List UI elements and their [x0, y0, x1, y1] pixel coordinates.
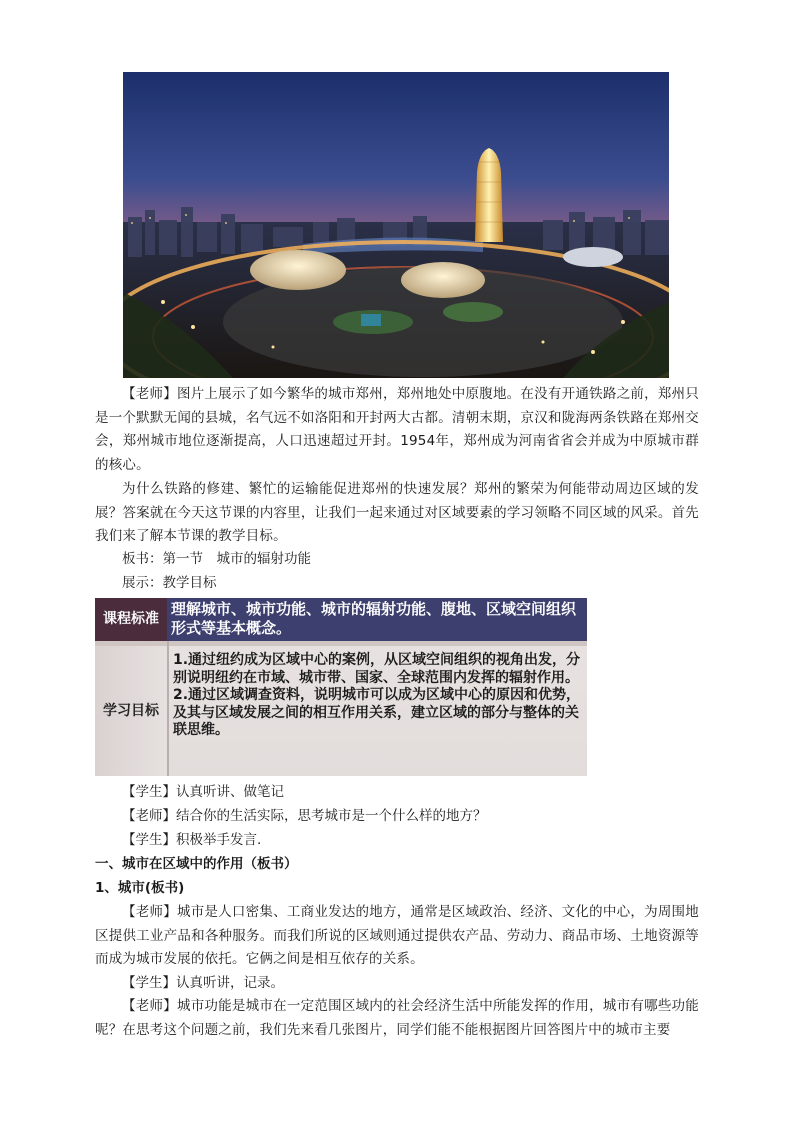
zhengzhou-city-photo	[123, 72, 669, 378]
teacher-intro-paragraph: 【老师】图片上展示了如今繁华的城市郑州，郑州地处中原腹地。在没有开通铁路之前，郑州只是一个默默无闻的县城，名气远不如洛阳和开封两大古都。清朝末期，京汉和陇海两条铁路在郑州交会，郑州城市地位逐渐提高，人口迅速超过开封。1954年，郑州成为河南省省会并成为中原城市群的核心。	[95, 386, 699, 473]
city-photo-illustration	[123, 72, 669, 378]
learning-goal-1: 1.通过纽约成为区域中心的案例，从区域空间组织的视角出发，分别说明纽约在市域、城市带、国家、全球范围内发挥的辐射作用。	[173, 652, 581, 686]
learning-goal-2: 2.通过区域调查资料，说明城市可以成为区域中心的原因和优势，及其与区域发展之间的相互作用关系，建立区域的部分与整体的关联思维。	[173, 687, 581, 738]
student-note-1: 【学生】认真听讲、做笔记	[122, 784, 284, 800]
student-note-3: 【学生】认真听讲，记录。	[122, 975, 284, 991]
city-definition-paragraph: 【老师】城市是人口密集、工商业发达的地方，通常是区域政治、经济、文化的中心，为周围地区提供工业产品和各种服务。而我们所说的区域则通过提供农产品、劳动力、商品市场、土地资源等而成为城市发展的依托。它俩之间是相互依存的关系。	[95, 904, 699, 967]
curriculum-standard-text: 理解城市、城市功能、城市的辐射功能、腹地、区域空间组织形式等基本概念。	[171, 600, 577, 637]
subheading-city: 1、城市(板书)	[95, 880, 185, 896]
city-function-paragraph: 【老师】城市功能是城市在一定范围区域内的社会经济生活中所能发挥的作用，城市有哪些功能呢？在思考这个问题之前，我们先来看几张图片，同学们能不能根据图片回答图片中的城市主要	[95, 998, 699, 1038]
show-goals-line: 展示：教学目标	[122, 575, 217, 591]
curriculum-standard-label: 课程标准	[95, 598, 167, 641]
board-writing-title: 板书：第一节 城市的辐射功能	[122, 551, 311, 567]
learning-goals-text	[173, 652, 583, 740]
teaching-goals-banner	[95, 598, 587, 776]
learning-goals-label: 学习目标	[95, 646, 167, 776]
question-paragraph: 为什么铁路的修建、繁忙的运输能促进郑州的快速发展？郑州的繁荣为何能带动周边区域的发展？答案就在今天这节课的内容里，让我们一起来通过对区域要素的学习领略不同区域的风采。首先我们来了解本节课的教学目标。	[95, 481, 699, 544]
teacher-question-2: 【老师】结合你的生活实际，思考城市是一个什么样的地方？	[122, 808, 487, 824]
column-divider	[167, 641, 169, 776]
student-note-2: 【学生】积极举手发言.	[122, 832, 262, 848]
section-heading-1: 一、城市在区域中的作用（板书）	[95, 856, 298, 872]
